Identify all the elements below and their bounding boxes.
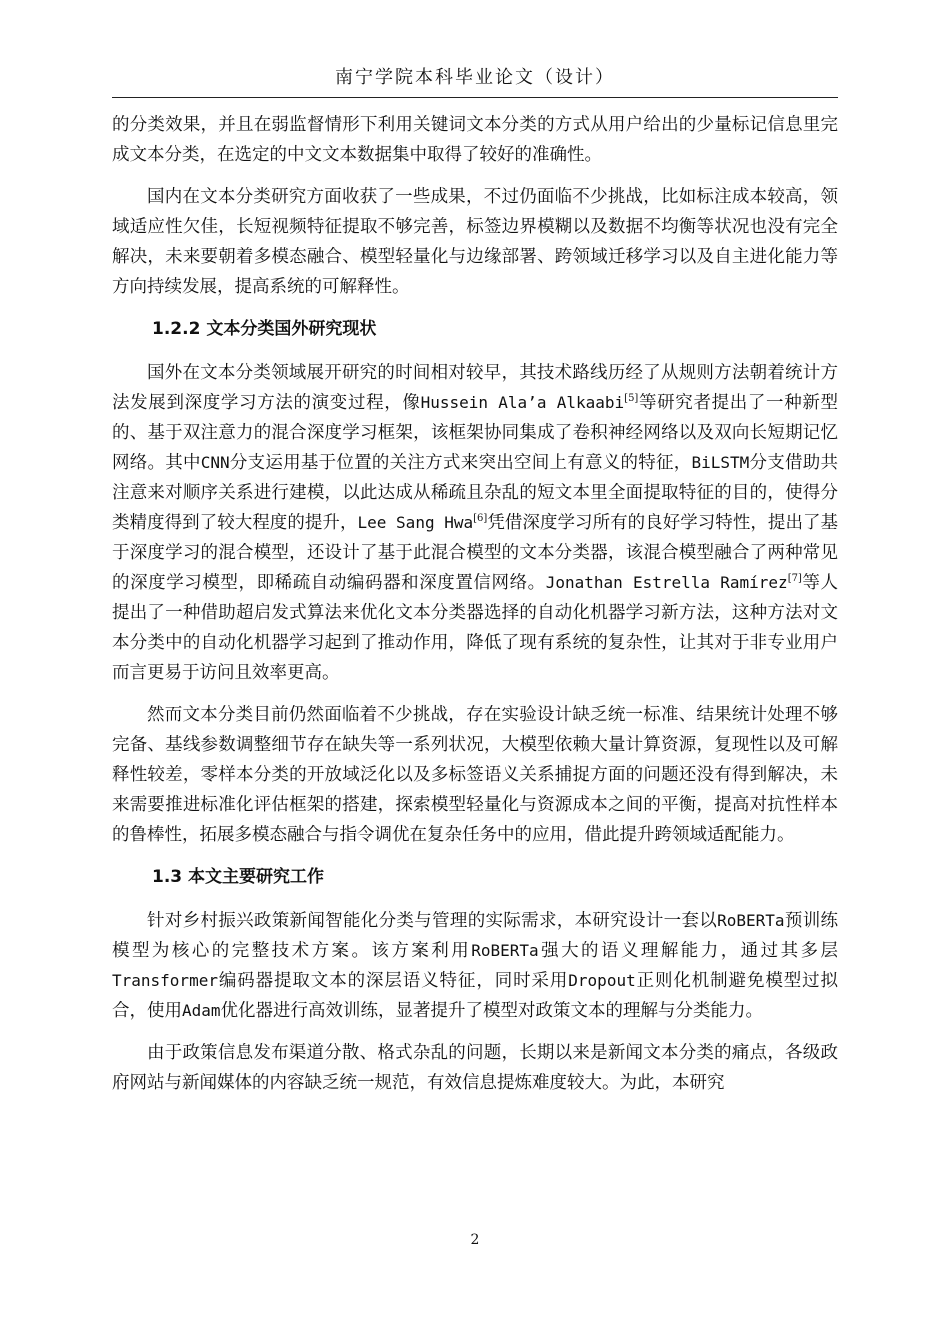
paragraph-text: 强大的语义理解能力，通过其多层: [538, 941, 839, 961]
citation-ref: [5]: [624, 393, 639, 405]
term: CNN: [200, 453, 230, 472]
citation-ref: [6]: [473, 513, 488, 525]
term: Transformer: [112, 971, 218, 990]
author-name: Lee Sang Hwa: [357, 513, 474, 532]
paragraph-text: 针对乡村振兴政策新闻智能化分类与管理的实际需求，本研究设计一套以: [147, 911, 718, 931]
term: Dropout: [568, 971, 636, 990]
paragraph-text: 编码器提取文本的深层语义特征，同时采用: [217, 971, 569, 991]
paragraph: 的分类效果，并且在弱监督情形下利用关键词文本分类的方式从用户给出的少量标记信息里完成文本分类，在选定的中文文本数据集中取得了较好的准确性。: [112, 115, 838, 165]
term: BiLSTM: [691, 453, 750, 472]
paragraph-text: 凭借深度学习所有的良好学习特性，提出了基于深度学习的混合模型，还设计了基于此混合模型的文本分类器，该混合模型融合了两种常见的深度学习模型，即稀疏自动编码器和深度置信网络。: [112, 513, 839, 593]
document-body: [112, 110, 838, 1110]
paragraph: 国内在文本分类研究方面收获了一些成果，不过仍面临不少挑战，比如标注成本较高，领域适应性欠佳，长短视频特征提取不够完善，标签边界模糊以及数据不均衡等状况也没有完全解决，未来要朝着多模态融合、模型轻量化与边缘部署、跨领域迁移学习以及自主进化能力等方向持续发展，提高系统的可解释性。: [112, 187, 838, 297]
paragraph-text: 分支借助共注意来对顺序关系进行建模，以此达成从稀疏且杂乱的短文本里全面提取特征的目的，使得分类精度得到了较大程度的提升，: [112, 453, 839, 533]
page-header-title: 南宁学院本科毕业论文（设计）: [335, 67, 615, 88]
term: Adam: [182, 1001, 221, 1020]
paragraph-text: 等人提出了一种借助超启发式算法来优化文本分类器选择的自动化机器学习新方法，这种方法对文本分类中的自动化机器学习起到了推动作用，降低了现有系统的复杂性，让其对于非专业用户而言更易于访问且效率更高。: [112, 573, 839, 683]
paragraph-text: 预训练模型为核心的完整技术方案。该方案利用: [112, 911, 839, 961]
paragraph-text: 优化器进行高效训练，显著提升了模型对政策文本的理解与分类能力。: [220, 1001, 764, 1021]
page-number: 2: [470, 1232, 480, 1248]
section-heading: 1.2.2 文本分类国外研究现状: [152, 319, 377, 339]
paragraph-text: 等研究者提出了一种新型的、基于双注意力的混合深度学习框架，该框架协同集成了卷积神经网络以及双向长短期记忆网络。其中: [112, 393, 839, 473]
paragraph: [112, 358, 838, 688]
author-name: Hussein Ala’a Alkaabi: [420, 393, 625, 412]
paragraph-text: 分支运用基于位置的关注方式来突出空间上有意义的特征，: [229, 453, 692, 473]
term: RoBERTa: [471, 941, 539, 960]
section-heading: 1.3 本文主要研究工作: [152, 867, 325, 887]
paragraph-text: 国外在文本分类领域展开研究的时间相对较早，其技术路线历经了从规则方法朝着统计方法发展到深度学习方法的演变过程，像: [112, 363, 838, 413]
header-divider: [112, 97, 838, 98]
paragraph: 由于政策信息发布渠道分散、格式杂乱的问题，长期以来是新闻文本分类的痛点，各级政府网站与新闻媒体的内容缺乏统一规范，有效信息提炼难度较大。为此，本研究: [112, 1043, 838, 1093]
citation-ref: [7]: [787, 573, 802, 585]
paragraph-text: 正则化机制避免模型过拟合，使用: [112, 971, 839, 1021]
paragraph: [112, 906, 838, 1026]
author-name: Jonathan Estrella Ramírez: [545, 573, 788, 592]
term: RoBERTa: [717, 911, 785, 930]
paragraph: 然而文本分类目前仍然面临着不少挑战，存在实验设计缺乏统一标准、结果统计处理不够完备、基线参数调整细节存在缺失等一系列状况，大模型依赖大量计算资源，复现性以及可解释性较差，零样本分类的开放域泛化以及多标签语义关系捕捉方面的问题还没有得到解决，未来需要推进标准化评估框架的搭建，探索模型轻量化与资源成本之间的平衡，提高对抗性样本的鲁棒性，拓展多模态融合与指令调优在复杂任务中的应用，借此提升跨领域适配能力。: [112, 705, 838, 845]
